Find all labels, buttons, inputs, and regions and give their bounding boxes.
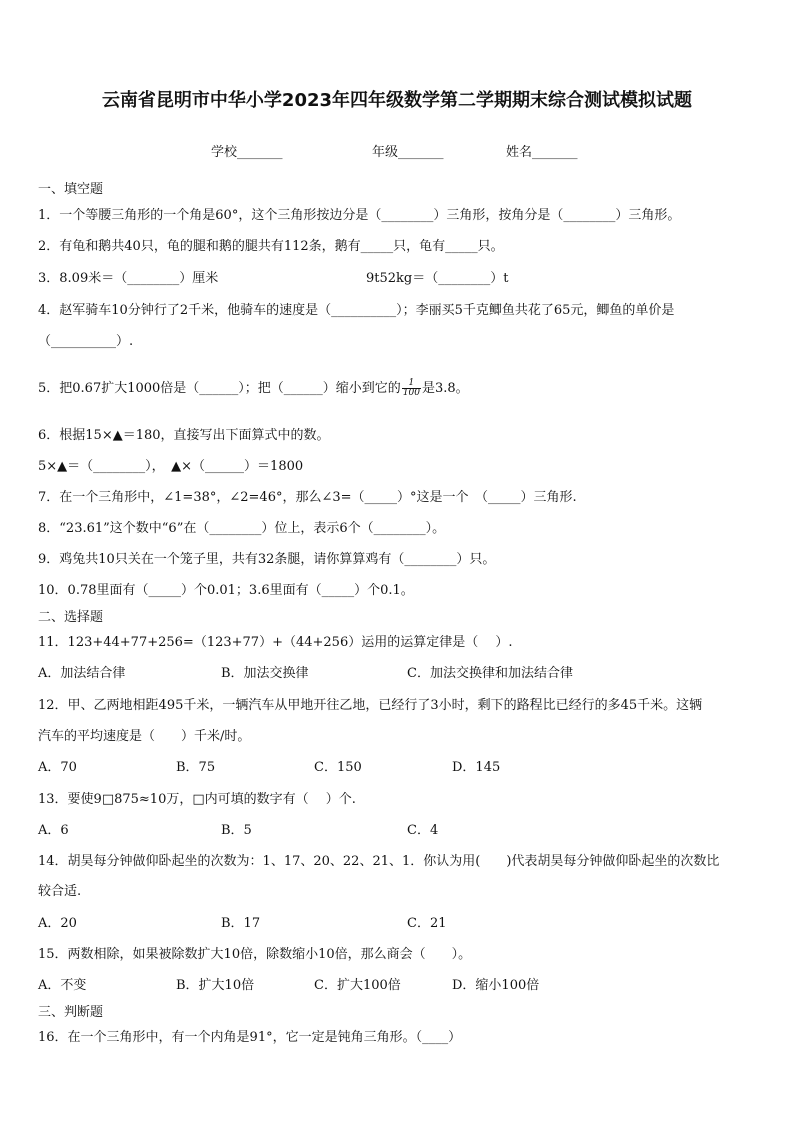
section-fill-in: 一、填空题: [38, 182, 104, 197]
name-field: 姓名_______: [506, 145, 578, 160]
question-5-text-a: 5．把0.67扩大1000倍是（______）；把（______）缩小到它的: [38, 381, 401, 396]
question-3-part-a: 3．8.09米＝（________）厘米: [38, 271, 219, 286]
q11-option-c: C．加法交换律和加法结合律: [407, 666, 573, 681]
question-13: 13．要使9□875≈10万，□内可填的数字有（ ）个.: [38, 792, 356, 807]
q15-option-a: A．不变: [38, 978, 87, 993]
question-14-line-1: 14．胡昊每分钟做仰卧起坐的次数为：1、17、20、22、21、1．你认为用( )代表胡昊每分钟做仰卧起坐的次数比: [38, 854, 720, 869]
q15-option-d: D．缩小100倍: [452, 978, 540, 993]
q11-option-b: B．加法交换律: [221, 666, 309, 681]
section-multiple-choice: 二、选择题: [38, 610, 104, 625]
q14-option-b: B．17: [221, 916, 261, 931]
question-6-expressions: 5×▲＝（________）， ▲×（______）＝1800: [38, 459, 304, 474]
q12-option-a: A．70: [38, 760, 77, 775]
q12-option-d: D．145: [452, 760, 501, 775]
fraction: [402, 379, 421, 398]
question-16: 16．在一个三角形中，有一个内角是91°，它一定是钝角三角形。（____）: [38, 1030, 462, 1045]
question-1: 1．一个等腰三角形的一个角是60°，这个三角形按边分是（________）三角形，按角分是（________）三角形。: [38, 208, 681, 223]
page-title: 云南省昆明市中华小学2023年四年级数学第二学期期末综合测试模拟试题: [101, 90, 693, 111]
question-3-part-b: 9t52kg＝（________）t: [366, 271, 509, 286]
question-4-line-2: （__________）.: [38, 334, 134, 349]
question-12-line-1: 12．甲、乙两地相距495千米，一辆汽车从甲地开往乙地，已经行了3小时，剩下的路程比已经行的多45千米。这辆: [38, 698, 703, 713]
q14-option-a: A．20: [38, 916, 77, 931]
fraction-denominator: 100: [402, 388, 420, 398]
question-12-line-2: 汽车的平均速度是（ ）千米/时。: [38, 729, 251, 744]
fraction-numerator: 1: [402, 379, 421, 389]
q11-option-a: A．加法结合律: [38, 666, 126, 681]
question-4-line-1: 4．赵军骑车10分钟行了2千米，他骑车的速度是（__________）；李丽买5千克鲫鱼共花了65元，鲫鱼的单价是: [38, 303, 675, 318]
question-11: 11．123+44+77+256=（123+77）+（44+256）运用的运算定律是（ ）.: [38, 635, 513, 650]
question-14-line-2: 较合适.: [38, 884, 82, 899]
question-10: 10．0.78里面有（_____）个0.01；3.6里面有（_____）个0.1。: [38, 583, 414, 598]
q13-option-b: B．5: [221, 823, 252, 838]
q12-option-b: B．75: [176, 760, 216, 775]
question-8: 8．“23.61”这个数中“6”在（________）位上，表示6个（________）。: [38, 521, 446, 536]
q13-option-a: A．6: [38, 823, 69, 838]
question-7: 7．在一个三角形中，∠1=38°，∠2=46°，那么∠3=（_____）°这是一个 （_____）三角形.: [38, 490, 577, 505]
question-6: 6．根据15×▲＝180，直接写出下面算式中的数。: [38, 428, 330, 443]
grade-field: 年级_______: [372, 145, 444, 160]
question-9: 9．鸡兔共10只关在一个笼子里，共有32条腿，请你算算鸡有（________）只。: [38, 552, 496, 567]
q13-option-c: C．4: [407, 823, 439, 838]
q12-option-c: C．150: [314, 760, 362, 775]
question-2: 2．有龟和鹅共40只，龟的腿和鹅的腿共有112条，鹅有_____只，龟有_____只。: [38, 239, 504, 254]
question-5: [38, 379, 764, 398]
school-field: 学校_______: [211, 145, 283, 160]
q15-option-c: C．扩大100倍: [314, 978, 401, 993]
question-15: 15．两数相除，如果被除数扩大10倍，除数缩小10倍，那么商会（ ）。: [38, 947, 472, 962]
q14-option-c: C．21: [407, 916, 447, 931]
section-true-false: 三、判断题: [38, 1005, 104, 1020]
q15-option-b: B．扩大10倍: [176, 978, 255, 993]
question-5-text-b: 是3.8。: [422, 381, 469, 396]
